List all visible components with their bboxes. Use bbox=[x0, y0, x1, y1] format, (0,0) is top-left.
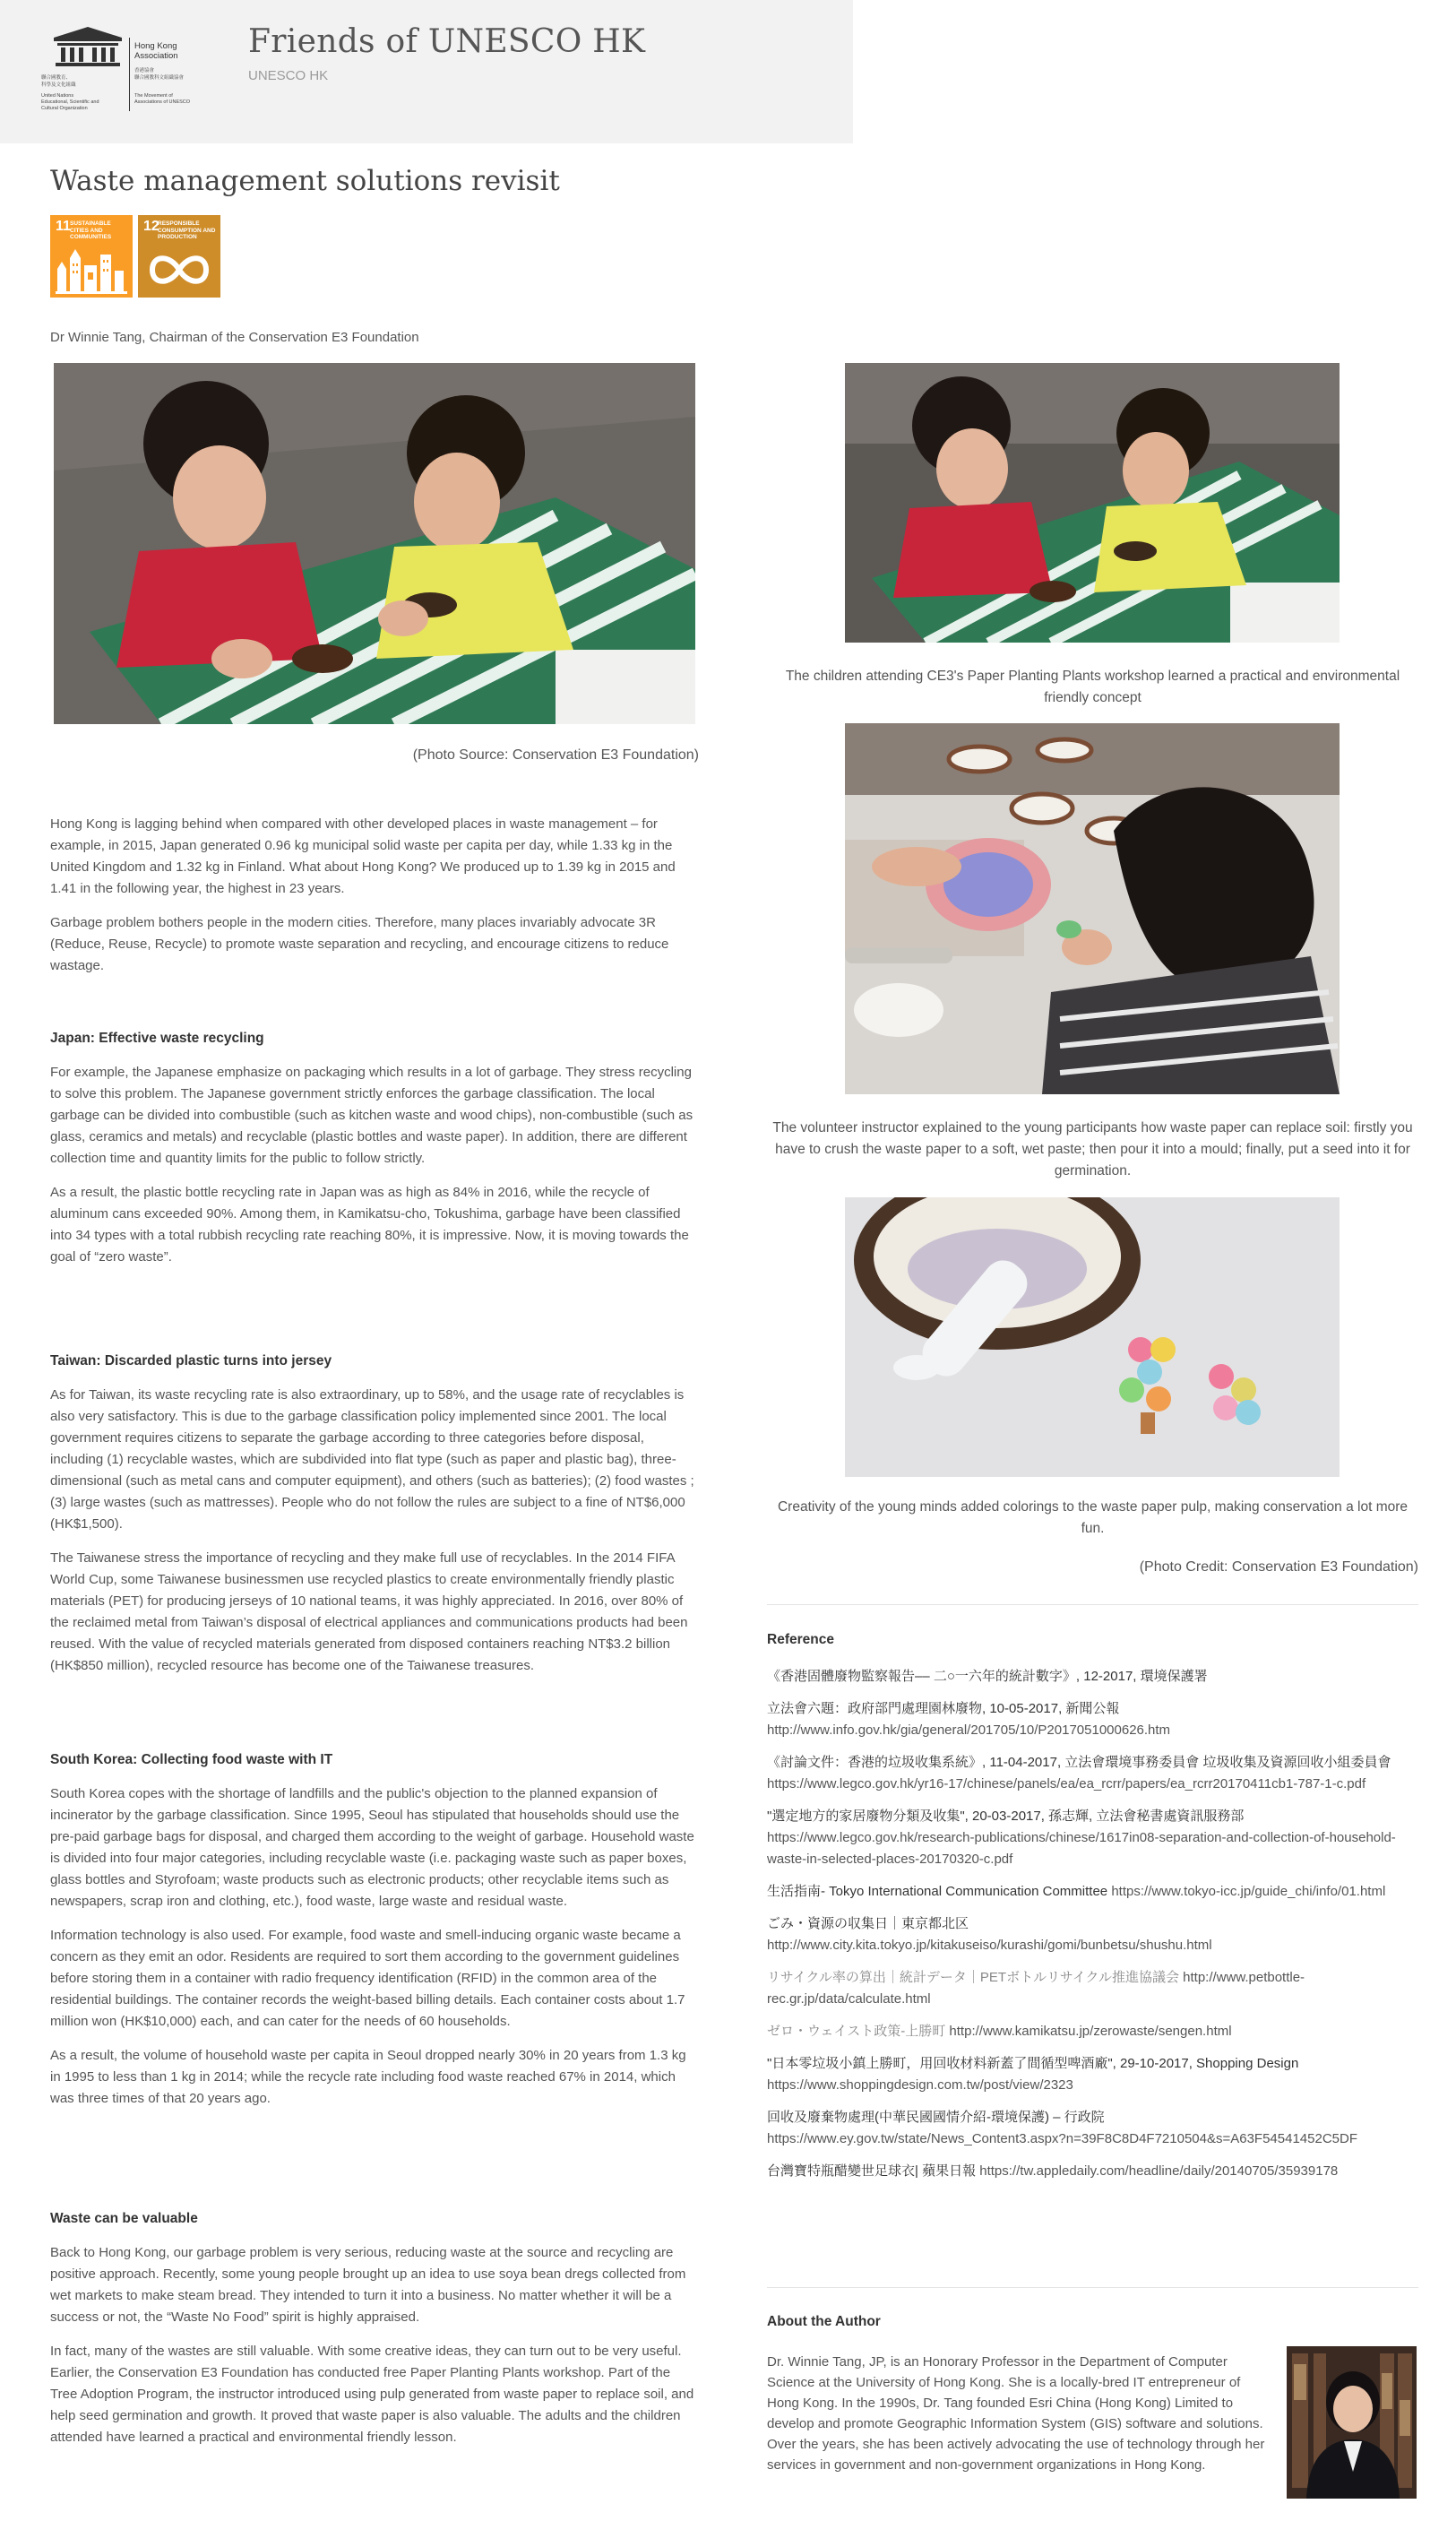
korea-text bbox=[50, 1783, 699, 2122]
logo-en-left-2: Educational, Scientific and bbox=[41, 99, 99, 105]
logo-cn-right-1: 香港協會 bbox=[134, 68, 155, 73]
reference-link[interactable]: https://www.shoppingdesign.com.tw/post/view/2323 bbox=[767, 2077, 1073, 2093]
author-bio: Dr. Winnie Tang, JP, is an Honorary Professor in the Department of Computer Science at the University of Hong Kong. She is a locally-bred IT entrepreneur of Hong Kong. In the 1990s, Dr. Tang founded Esri China (Hong Kong) Limited to develop and promote Geographic Information System (GIS) software and solutions. Over the years, she has been actively advocating the use of technology through her services in government and non-government organizations in Hong Kong. bbox=[767, 2354, 1265, 2473]
reference-item bbox=[767, 1967, 1418, 2010]
reference-link[interactable]: http://www.info.gov.hk/gia/general/201705/10/P2017051000626.htm bbox=[767, 1722, 1171, 1738]
reference-item bbox=[767, 2021, 1418, 2042]
reference-link[interactable]: http://www.kamikatsu.jp/zerowaste/sengen.html bbox=[949, 2024, 1232, 2039]
paragraph: As for Taiwan, its waste recycling rate is also extraordinary, up to 58%, and the usage rate of recyclables is also very satisfactory. This is due to the garbage classification policy implemented since 2001. The local government requires citizens to separate the garbage according to three categories before disposal, including (1) recyclable wastes, which are subdivided into flat type (such as paper and plastic bag), three-dimensional (such as metal cans and computer equipment), and others (such as batteries); (2) food wastes ; (3) large wastes (such as mattresses). People who do not follow the rules are subject to a fine of NT$6,000 (HK$1,500). bbox=[50, 1387, 694, 1532]
reference-title: 生活指南- Tokyo International Communication Committee bbox=[767, 1884, 1108, 1899]
sdg-number: 12 bbox=[143, 219, 159, 234]
site-subtitle: UNESCO HK bbox=[248, 68, 329, 83]
reference-item bbox=[767, 2107, 1418, 2150]
reference-heading: Reference bbox=[767, 1632, 834, 1647]
sdg-number: 11 bbox=[56, 219, 71, 234]
logo-en-left-3: Cultural Organization bbox=[41, 106, 88, 111]
reference-link[interactable]: http://www.petbottle-rec.gr.jp/data/calculate.html bbox=[767, 1970, 1305, 2007]
paragraph: As a result, the plastic bottle recycling rate in Japan was as high as 84% in 2016, while the recycle of aluminum cans exceeded 90%. Among them, in Kamikatsu-cho, Tokushima, garbage have been classified into 34 types with a total rubbish recycling rate reaching 80%, it is impressive. Now, it is moving towards the goal of “zero waste”. bbox=[50, 1185, 689, 1265]
reference-title: 台灣寶特瓶醋變世足球衣| 蘋果日報 bbox=[767, 2163, 977, 2179]
reference-item bbox=[767, 1913, 1418, 1956]
paragraph: In fact, many of the wastes are still valuable. With some creative ideas, they can turn out to be very useful. Earlier, the Conservation E3 Foundation has conducted free Paper Planting Plants workshop. Part of the Tree Adoption Program, the instructor introduced using pulp generated from waste paper to replace soil, and help seed germination and growth. It proved that waste paper is also valuable. The adults and the children attended have learned a practical and environmental friendly lesson. bbox=[50, 2344, 694, 2445]
paragraph: The Taiwanese stress the importance of recycling and they make full use of recyclables. In the 2014 FIFA World Cup, some Taiwanese businessmen use recycled plastics to create environmentally friendly plastic materials (PET) for producing jerseys of 10 national teams, it was highly appreciated. In 2016, over 80% of the reclaimed metal from Taiwan’s disposal of electrical appliances and communications products had been reused. With the value of recycled materials generated from disposed containers reaching NT$3.2 billion (HK$850 million), recycled resource has become one of the Taiwanese treasures. bbox=[50, 1550, 688, 1673]
reference-link[interactable]: https://tw.appledaily.com/headline/daily/20140705/35939178 bbox=[979, 2163, 1339, 2179]
reference-item bbox=[767, 1698, 1418, 1741]
author-portrait bbox=[1287, 2346, 1417, 2499]
valuable-text bbox=[50, 2242, 699, 2461]
section-heading-valuable: Waste can be valuable bbox=[50, 2211, 198, 2226]
taiwan-text bbox=[50, 1385, 699, 1689]
reference-item bbox=[767, 2161, 1418, 2182]
paragraph: South Korea copes with the shortage of landfills and the public's objection to the planned expansion of incinerator by the garbage classification. Since 1995, Seoul has stipulated that households should use the pre-paid garbage bags for disposal, and charged them according to the weight of garbage. Household waste is divided into four major categories, including recyclable waste (i.e. packaging waste such as paper boxes, glass bottles and Styrofoam; waste products such as electronic products; other recyclable items such as newspapers, scrap iron and clothing, etc.), food waste, large waste and residual waste. bbox=[50, 1786, 694, 1909]
photo-caption: Creativity of the young minds added colorings to the waste paper pulp, making conservation a lot more fun. bbox=[777, 1499, 1409, 1536]
infinity-icon bbox=[143, 246, 215, 294]
reference-title: リサイクル率の算出｜統計データ｜PETボトルリサイクル推進協議会 bbox=[767, 1970, 1179, 1985]
photo-credit: (Photo Credit: Conservation E3 Foundation) bbox=[1139, 1559, 1418, 1575]
japan-text bbox=[50, 1062, 699, 1281]
photo-source: (Photo Source: Conservation E3 Foundation) bbox=[412, 747, 699, 763]
reference-link[interactable]: http://www.city.kita.tokyo.jp/kitakuseiso/kurashi/gomi/bunbetsu/shushu.html bbox=[767, 1938, 1212, 1953]
logo-cn-left-2: 科學及文化組織 bbox=[41, 82, 76, 88]
reference-title: 《香港固體廢物監察報告–– 二○一六年的統計數字》, 12-2017, 環境保護署 bbox=[767, 1669, 1208, 1684]
article-title: Waste management solutions revisit bbox=[50, 165, 560, 197]
site-header bbox=[0, 0, 853, 143]
photo-caption: The volunteer instructor explained to the young participants how waste paper can replace soil: firstly you have to crush the waste paper to a soft, wet paste; then pour it into a mould; finally, put a seed into it for germination. bbox=[772, 1120, 1413, 1178]
city-buildings-icon bbox=[56, 246, 127, 294]
reference-item bbox=[767, 2053, 1418, 2096]
logo-association: Hong Kong Association bbox=[134, 41, 178, 61]
reference-title: ゼロ・ウェイスト政策-上勝町 bbox=[767, 2024, 946, 2039]
workshop-children-photo bbox=[54, 363, 695, 724]
sdg-label: SUSTAINABLE CITIES AND COMMUNITIES bbox=[70, 220, 112, 240]
reference-title: 回收及廢棄物處理(中華民國國情介紹-環境保護) – 行政院 bbox=[767, 2110, 1105, 2125]
reference-list bbox=[767, 1666, 1418, 2193]
unesco-logo[interactable] bbox=[41, 22, 220, 118]
reference-item bbox=[767, 1806, 1418, 1870]
divider bbox=[767, 2287, 1418, 2288]
reference-item bbox=[767, 1666, 1418, 1688]
paragraph: Back to Hong Kong, our garbage problem is very serious, reducing waste at the source and recycling are positive approach. Recently, some young people brought up an idea to use soya bean dregs collected from wet markets to make steam bread. They intended to turn it into a business. No matter whether it will be a success or not, the “Waste No Food” spirit is highly appraised. bbox=[50, 2245, 686, 2325]
paragraph: For example, the Japanese emphasize on packaging which results in a lot of garbage. They stress recycling to solve this problem. The Japanese government strictly enforces the garbage classification. The local garbage can be divided into combustible (such as kitchen waste and wood chips), non-combustible (such as glass, ceramics and metals) and recyclable (plastic bottles and waste paper). In addition, there are different collection time and quantity limits for the public to follow strictly. bbox=[50, 1065, 694, 1166]
site-title[interactable]: Friends of UNESCO HK bbox=[248, 23, 646, 60]
reference-item bbox=[767, 1881, 1418, 1903]
photo-caption: The children attending CE3's Paper Planting Plants workshop learned a practical and environmental friendly concept bbox=[785, 669, 1400, 705]
reference-title: ごみ・資源の収集日｜東京都北区 bbox=[767, 1916, 969, 1931]
reference-title: "日本零垃圾小鎮上勝町，用回收材料新蓋了間循型啤酒廠", 29-10-2017, Shopping Design bbox=[767, 2056, 1299, 2071]
article-byline: Dr Winnie Tang, Chairman of the Conservation E3 Foundation bbox=[50, 330, 419, 345]
reference-link[interactable]: https://www.ey.gov.tw/state/News_Content3.aspx?n=39F8C8D4F7210504&s=A63F54541452C5DF bbox=[767, 2131, 1357, 2146]
intro-text bbox=[50, 814, 699, 989]
logo-en-right-2: Associations of UNESCO bbox=[134, 99, 191, 105]
colored-pulp-photo bbox=[845, 1197, 1340, 1477]
sdg-12-badge[interactable] bbox=[138, 215, 220, 298]
paper-pulp-demo-photo bbox=[845, 723, 1340, 1094]
paragraph: As a result, the volume of household waste per capita in Seoul dropped nearly 30% in 20 years from 1.3 kg in 1995 to less than 1 kg in 2014; while the recycle rate including food waste reached 67% in 2014, which was three times of that 20 years ago. bbox=[50, 2048, 686, 2106]
section-heading-japan: Japan: Effective waste recycling bbox=[50, 1031, 264, 1046]
reference-title: 《討論文件：香港的垃圾收集系統》, 11-04-2017, 立法會環境事務委員會 垃圾收集及資源回收小組委員會 bbox=[767, 1755, 1391, 1770]
sdg-11-badge[interactable] bbox=[50, 215, 133, 298]
reference-link[interactable]: https://www.legco.gov.hk/yr16-17/chinese/panels/ea/ea_rcrr/papers/ea_rcrr20170411cb1-787-1-c.pdf bbox=[767, 1776, 1366, 1791]
workshop-children-photo-2 bbox=[845, 363, 1340, 643]
section-heading-taiwan: Taiwan: Discarded plastic turns into jersey bbox=[50, 1353, 332, 1368]
logo-divider bbox=[129, 38, 130, 111]
section-heading-korea: South Korea: Collecting food waste with IT bbox=[50, 1752, 333, 1767]
sdg-label: RESPONSIBLE CONSUMPTION AND PRODUCTION bbox=[158, 220, 216, 240]
paragraph: Information technology is also used. For example, food waste and smell-inducing organic waste became a concern as they emit an odor. Residents are required to sort them according to the government guidelines before storing them in a container with radio frequency identification (RFID) in the common area of the residential buildings. The container records the weight-based billing details. Each container costs about 1.7 million won (HK$10,000) each, and can cater for the needs of 60 households. bbox=[50, 1928, 685, 2029]
logo-cn-left-1: 聯合國教育、 bbox=[41, 75, 72, 81]
paragraph: Hong Kong is lagging behind when compared with other developed places in waste management – for example, in 2015, Japan generated 0.96 kg municipal solid waste per capita per day, while 1.33 kg in the United Kingdom and 1.32 kg in Finland. What about Hong Kong? We produced up to 1.39 kg in 2015 and 1.41 in the following year, the highest in 23 years. bbox=[50, 816, 676, 896]
logo-cn-right-2: 聯合國教科文組織協會 bbox=[134, 75, 185, 81]
paragraph: Garbage problem bothers people in the modern cities. Therefore, many places invariably advocate 3R (Reduce, Reuse, Recycle) to promote waste separation and recycling, and encourage citizens to reduce wastage. bbox=[50, 915, 669, 973]
logo-en-right-1: The Movement of bbox=[134, 93, 173, 99]
reference-link[interactable]: https://www.tokyo-icc.jp/guide_chi/info/01.html bbox=[1111, 1884, 1386, 1899]
reference-title: "選定地方的家居廢物分類及收集", 20-03-2017, 孫志輝, 立法會秘書處資訊服務部 bbox=[767, 1809, 1245, 1824]
author-heading: About the Author bbox=[767, 2314, 881, 2329]
reference-link[interactable]: https://www.legco.gov.hk/research-publications/chinese/1617in08-separation-and-collection-of-household-waste-in-selected-places-20170320-c.pdf bbox=[767, 1830, 1396, 1867]
reference-item bbox=[767, 1752, 1418, 1795]
divider bbox=[767, 1604, 1418, 1605]
reference-title: 立法會六題：政府部門處理園林廢物, 10-05-2017, 新聞公報 bbox=[767, 1701, 1120, 1716]
logo-en-left-1: United Nations bbox=[41, 93, 74, 99]
